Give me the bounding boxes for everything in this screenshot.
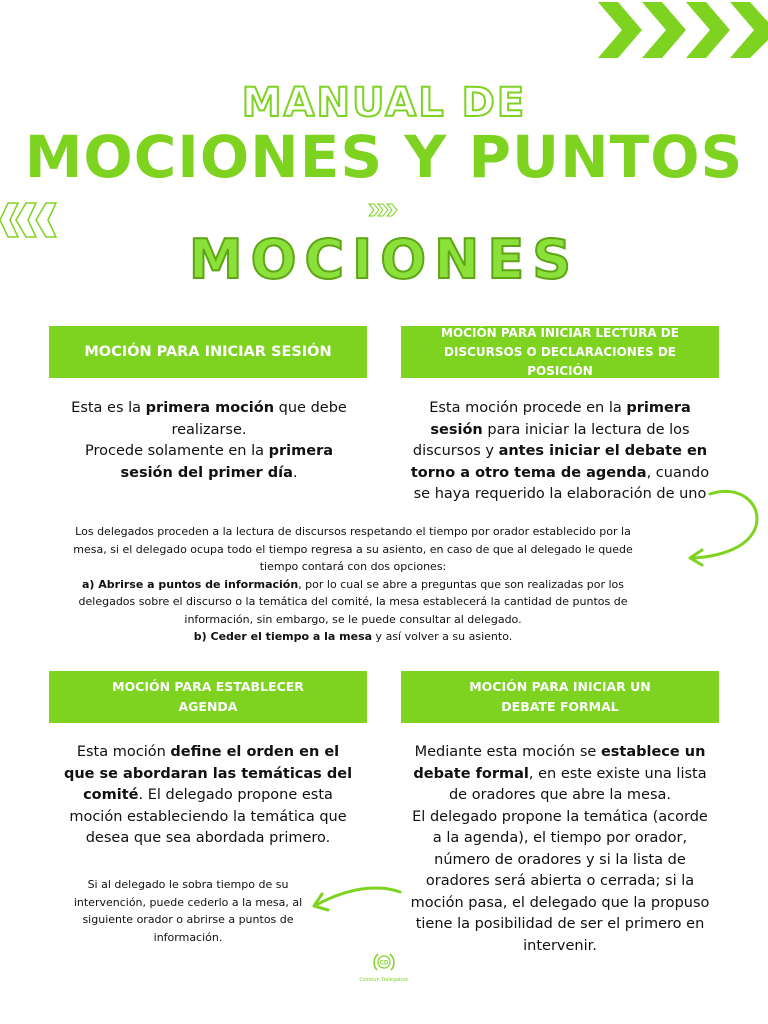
note-agenda bbox=[64, 876, 312, 946]
text-run: Si al delegado le sobra tiempo de su intervención, puede cederlo a la mesa, al siguiente orador o abrirse a puntos de información. bbox=[73, 878, 303, 944]
card-header-iniciar-sesion bbox=[49, 326, 367, 378]
logo-initials: CD bbox=[379, 960, 389, 967]
card-header-establecer-agenda bbox=[49, 671, 367, 723]
text-run: Esta es la bbox=[71, 400, 146, 416]
laurel-logo-icon bbox=[371, 950, 397, 976]
text-run: Esta moción bbox=[76, 744, 171, 760]
chevron-decoration-small bbox=[368, 202, 400, 218]
text-run: , por lo cual se abre a preguntas que son realizadas por los delegados sobre el discurso o la temática del comité, la mesa establecerá la cantidad de puntos de información, sin embargo, se le puede consultar al delegado. bbox=[78, 577, 628, 626]
text-run: . El delegado propone esta moción estableciendo la temática que desea que sea abordada primero. bbox=[69, 787, 347, 846]
curved-arrow-right-icon bbox=[680, 480, 768, 570]
text-run: y así volver a su asiento. bbox=[372, 630, 513, 643]
card-header-label: MOCIÓN PARA INICIAR UN DEBATE FORMAL bbox=[469, 679, 651, 714]
bold-text-run: primera sesión bbox=[430, 400, 691, 438]
text-run: que debe realizarse. bbox=[171, 400, 347, 438]
note-discursos bbox=[60, 523, 646, 646]
curved-arrow-left-icon bbox=[308, 884, 404, 918]
card-header-debate-formal bbox=[401, 671, 719, 723]
card-header-label: MOCIÓN PARA INICIAR LECTURA DE DISCURSOS O DECLARACIONES DE POSICIÓN bbox=[441, 325, 679, 378]
text-run: . bbox=[292, 464, 298, 481]
bold-text-run: b) Ceder el tiempo a la mesa bbox=[193, 630, 373, 643]
card-body-iniciar-sesion bbox=[68, 398, 350, 484]
bold-text-run: define el orden en el que se abordaran las temáticas del comité bbox=[63, 744, 353, 803]
logo-caption: Cosmun Delegation bbox=[359, 977, 409, 983]
logo bbox=[356, 950, 412, 990]
bold-text-run: primera moción bbox=[145, 400, 275, 416]
text-run: Procede solamente en la bbox=[84, 443, 269, 459]
card-body-debate-formal bbox=[408, 742, 712, 957]
card-body-lectura-discursos bbox=[408, 398, 712, 506]
card-header-lectura-discursos bbox=[401, 326, 719, 378]
text-run: Mediante esta moción se bbox=[414, 744, 601, 760]
bold-text-run: primera sesión del primer día bbox=[120, 443, 334, 481]
text-run: Esta moción procede en la bbox=[429, 400, 627, 416]
text-run: , en este existe una lista de oradores que abre la mesa. bbox=[448, 765, 707, 803]
chevron-decoration-top-right bbox=[594, 0, 768, 60]
title-line-1: MANUAL DE bbox=[241, 80, 527, 126]
card-body-establecer-agenda bbox=[60, 742, 356, 850]
text-run: para iniciar la lectura de los discursos y bbox=[412, 421, 690, 459]
bold-text-run: a) Abrirse a puntos de información bbox=[81, 577, 299, 591]
bold-text-run: antes iniciar el debate en torno a otro tema de agenda bbox=[410, 443, 708, 481]
card-header-label: MOCIÓN PARA INICIAR SESIÓN bbox=[84, 344, 332, 360]
bold-text-run: establece un debate formal bbox=[413, 744, 706, 782]
section-title: MOCIONES bbox=[188, 228, 580, 291]
text-run: El delegado propone la temática (acorde a la agenda), el tiempo por orador, número de oradores y si la lista de oradores será abierta o cerrada; si la moción pasa, el delegado que la propuso tiene la posibilidad de ser el primero en intervenir. bbox=[410, 808, 710, 954]
text-run: , cuando se haya requerido la elaboración de uno bbox=[413, 464, 710, 502]
card-header-label: MOCIÓN PARA ESTABLECER AGENDA bbox=[112, 679, 304, 714]
text-run: Los delegados proceden a la lectura de discursos respetando el tiempo por orador establecido por la mesa, si el delegado ocupa todo el tiempo regresa a su asiento, en caso de que al delegado le quede tiempo contará con dos opciones: bbox=[73, 525, 633, 573]
title-line-2: MOCIONES Y PUNTOS bbox=[24, 123, 744, 191]
